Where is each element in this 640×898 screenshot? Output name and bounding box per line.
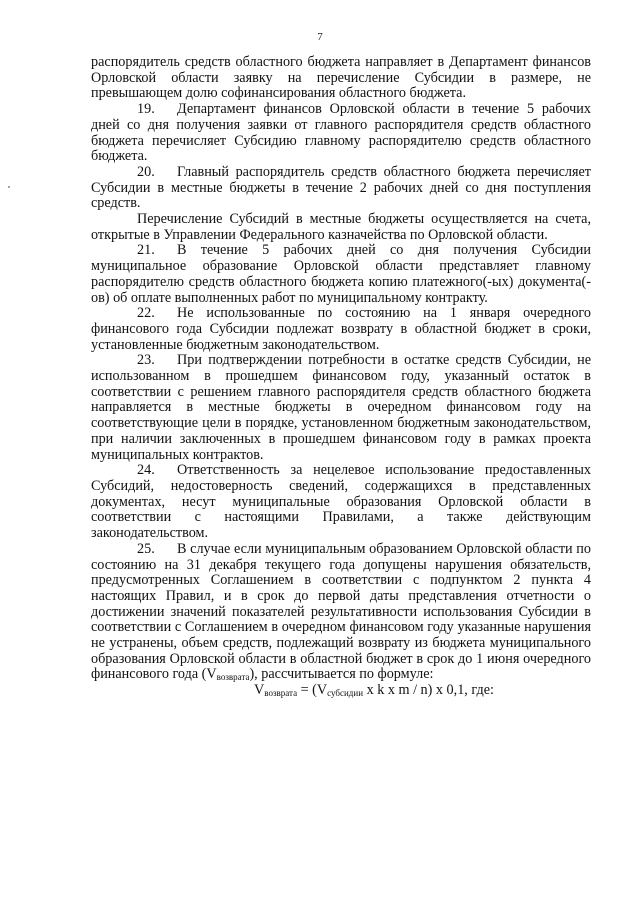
- formula-lhs-subscript: возврата: [264, 688, 298, 699]
- paragraph-25: [91, 542, 591, 683]
- paragraph-25-text: В случае если муниципальным образованием Орловской области по состоянию на 31 декабря текущего года допущены нарушения обязательств, предусмотренных Соглашением в соответствии с подпунктом 2 пункта 4 настоящих Правил, и в срок до первой даты представления отчетности о достижении значений показателей результативности использования Субсидии в соответствии с Соглашением в очередном финансовом году указанные нарушения не устранены, объем средств, подлежащий возврату из бюджета муниципального образования Орловской области в областной бюджет в срок до 1 июня очередного финансового года (V: [91, 540, 591, 683]
- item-number-22: 22.: [137, 305, 155, 322]
- formula-subsidy-subscript: субсидии: [327, 688, 364, 699]
- paragraph-20-text: Главный распорядитель средств областного бюджета перечисляет Субсидии в местные бюджеты в течение 2 рабочих дней со дня поступления средств.: [91, 163, 591, 212]
- formula-rhs: x k x m / n) x 0,1, где:: [363, 682, 494, 699]
- paragraph-20: [91, 165, 591, 212]
- item-number-20: 20.: [137, 163, 155, 180]
- paragraph-20-transfer: Перечисление Субсидий в местные бюджеты осуществляется на счета, открытые в Управлении Федерального казначейства по Орловской области.: [91, 211, 591, 243]
- item-number-19: 19.: [137, 101, 155, 118]
- paragraph-continuation: распорядитель средств областного бюджета направляет в Департамент финансов Орловской области заявку на перечисление Субсидии в размере, не превышающем долю софинансирования областного бюджета.: [91, 54, 591, 102]
- paragraph-25-ending: ), рассчитывается по формуле:: [249, 666, 434, 683]
- scan-speck: [8, 186, 10, 188]
- paragraph-22: [91, 306, 591, 353]
- item-number-23: 23.: [137, 352, 155, 369]
- item-number-21: 21.: [137, 242, 155, 259]
- item-number-24: 24.: [137, 462, 155, 479]
- paragraph-21: [91, 243, 591, 306]
- paragraph-19: [91, 102, 591, 165]
- paragraph-24-text: Ответственность за нецелевое использование предоставленных Субсидий, недостоверность сведений, содержащихся в представленных документах, несут муниципальные образования Орловской области в соответствии с настоящими Правилами, а также действующим законодательством.: [91, 462, 591, 542]
- paragraph-21-text: В течение 5 рабочих дней со дня получения Субсидии муниципальное образование Орловской области представляет главному распорядителю средств областного бюджета копию платежного(-ых) документа(-ов) об оплате выполненных работ по муниципальному контракту.: [91, 242, 591, 306]
- return-formula: [91, 683, 591, 699]
- formula-lhs: V: [254, 682, 265, 699]
- paragraph-23: [91, 353, 591, 463]
- formula-mid: = (V: [297, 682, 328, 699]
- document-body: [91, 55, 591, 699]
- page-number: 7: [317, 31, 323, 43]
- paragraph-22-text: Не использованные по состоянию на 1 января очередного финансового года Субсидии подлежат возврату в областной бюджет в сроки, установленные бюджетным законодательством.: [91, 305, 591, 353]
- paragraph-24: [91, 463, 591, 542]
- paragraph-23-text: При подтверждении потребности в остатке средств Субсидии, не использованном в прошедшем финансовом году, указанный остаток в соответствии с решением главного распорядителя средств областного бюджета направляется в местные бюджеты в очередном финансовом году на соответствующие цели в порядке, установленном бюджетным законодательством, при наличии заключенных в прошедшем финансовом году в рамках проекта муниципальных контрактов.: [91, 352, 591, 463]
- paragraph-19-text: Департамент финансов Орловской области в течение 5 рабочих дней со дня получения заявки от главного распорядителя средств областного бюджета перечисляет Субсидию главному распорядителю средств областного бюджета.: [91, 101, 591, 165]
- item-number-25: 25.: [137, 540, 155, 557]
- v-return-subscript: возврата: [216, 672, 250, 683]
